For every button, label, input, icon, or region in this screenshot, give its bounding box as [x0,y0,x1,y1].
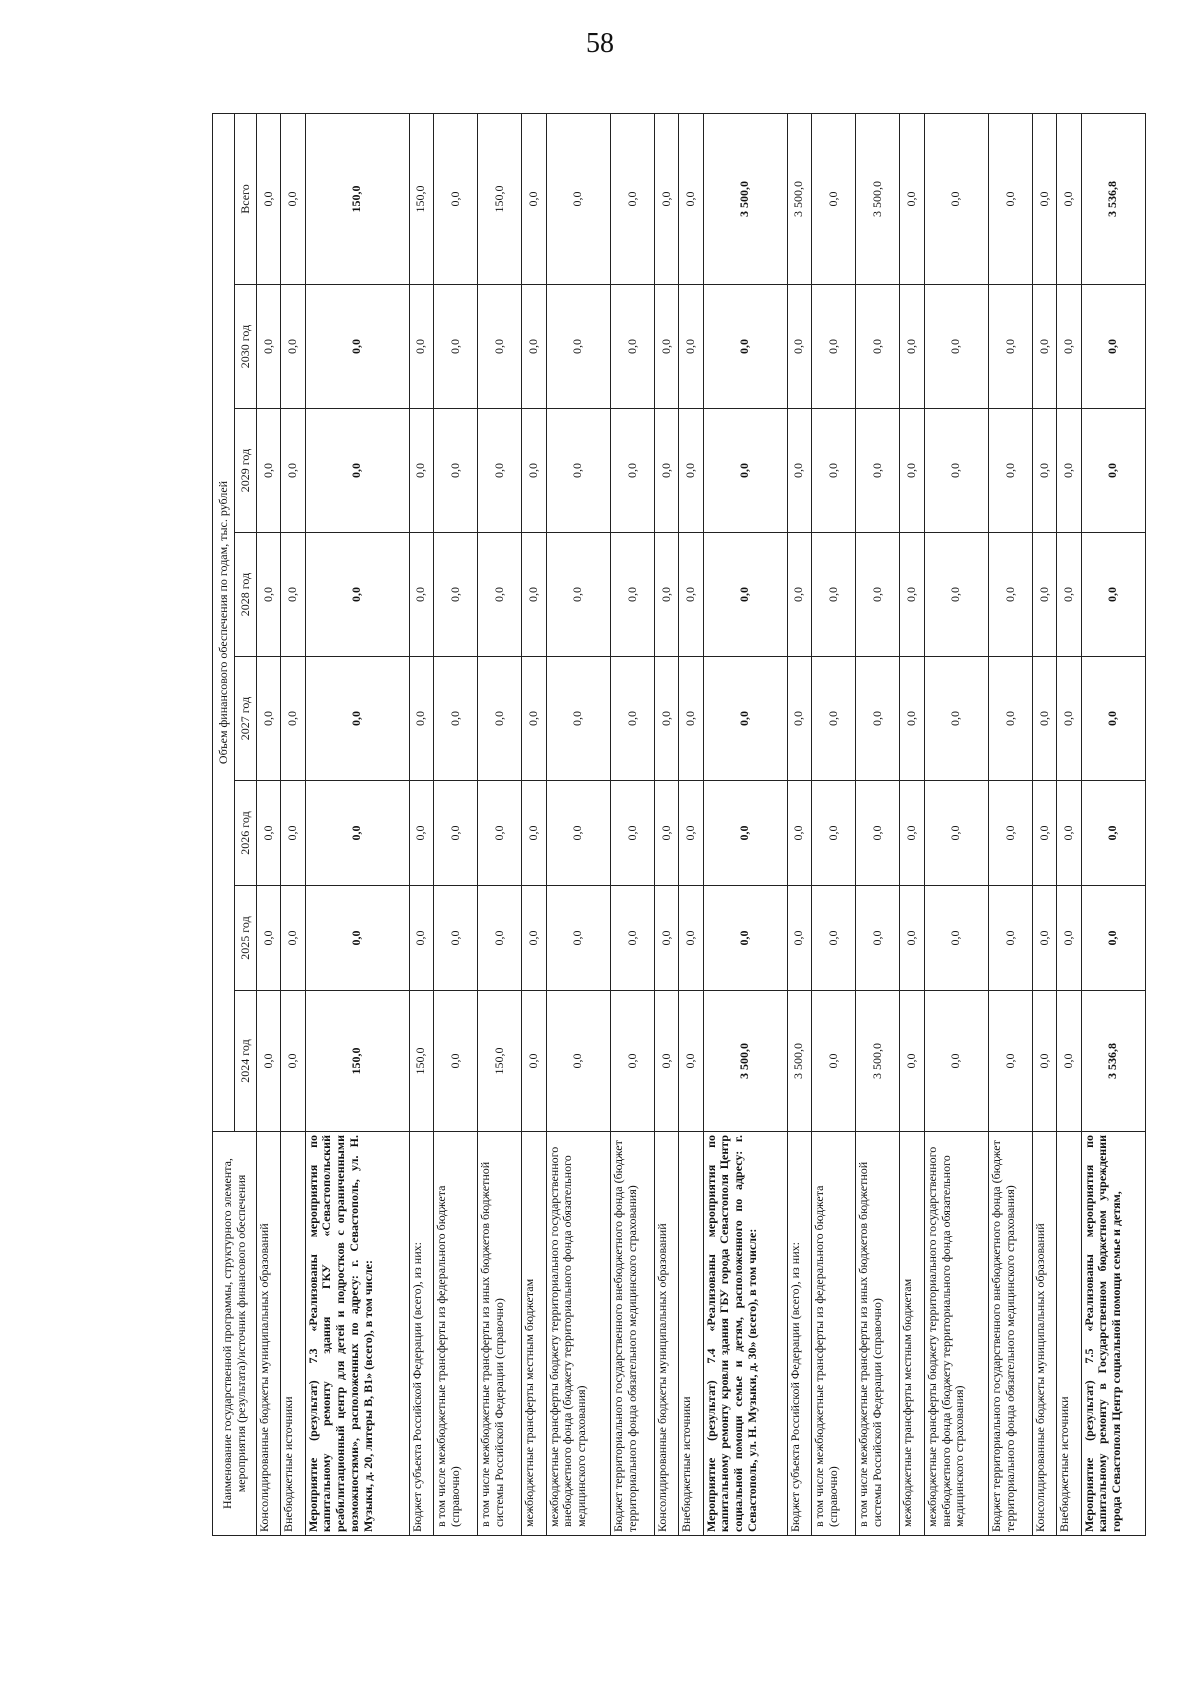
row-value: 0,0 [787,533,811,657]
row-value: 0,0 [703,886,787,991]
row-value: 0,0 [679,991,703,1132]
row-name: в том числе межбюджетные трансферты из федерального бюджета (справочно) [433,1132,477,1536]
row-value: 150,0 [305,991,409,1132]
row-value: 0,0 [811,991,855,1132]
row-value: 0,0 [1057,991,1081,1132]
row-value: 0,0 [924,285,988,409]
row-value: 0,0 [610,113,654,284]
row-value: 0,0 [522,657,546,781]
row-value: 0,0 [900,886,924,991]
row-name: Консолидированные бюджеты муниципальных образований [1033,1132,1057,1536]
row-value: 0,0 [522,533,546,657]
name-column-header: Наименование государственной программы, структурного элемента, мероприятия (результата)/источник финансового обеспечения [213,1132,257,1536]
row-value: 0,0 [433,533,477,657]
table-row [478,113,522,1535]
row-value: 3 500,0 [856,113,900,284]
table-row [546,113,610,1535]
row-name: в том числе межбюджетные трансферты из иных бюджетов бюджетной системы Российской Федерации (справочно) [478,1132,522,1536]
row-value: 0,0 [478,285,522,409]
row-value: 0,0 [281,781,305,886]
row-name: Внебюджетные источники [679,1132,703,1536]
row-value: 0,0 [1033,781,1057,886]
table-row [988,113,1032,1535]
row-name: Бюджет территориального государственного внебюджетного фонда (бюджет территориального фонда обязательного медицинского страхования) [988,1132,1032,1536]
table-row [679,113,703,1535]
row-value: 0,0 [281,533,305,657]
row-value: 0,0 [900,113,924,284]
row-value: 0,0 [522,781,546,886]
row-value: 0,0 [988,533,1032,657]
table-row [409,113,433,1535]
table-row [305,113,409,1535]
row-value: 0,0 [522,991,546,1132]
row-value: 0,0 [679,886,703,991]
row-value: 0,0 [409,657,433,781]
row-value: 0,0 [305,533,409,657]
row-value: 0,0 [1033,886,1057,991]
row-value: 3 536,8 [1081,991,1145,1132]
row-value: 0,0 [679,409,703,533]
year-header: 2026 год [235,781,257,886]
row-value: 0,0 [924,886,988,991]
row-value: 0,0 [811,781,855,886]
row-value: 0,0 [1033,409,1057,533]
row-value: 0,0 [281,991,305,1132]
row-value: 0,0 [1033,991,1057,1132]
table-row [257,113,281,1535]
year-header: Всего [235,113,257,284]
row-name: в том числе межбюджетные трансферты из федерального бюджета (справочно) [811,1132,855,1536]
row-value: 0,0 [433,409,477,533]
row-value: 0,0 [811,113,855,284]
row-name: Внебюджетные источники [281,1132,305,1536]
row-value: 0,0 [478,781,522,886]
row-name: межбюджетные трансферты местным бюджетам [522,1132,546,1536]
row-value: 3 500,0 [703,113,787,284]
row-value: 0,0 [924,113,988,284]
row-value: 0,0 [478,657,522,781]
row-value: 0,0 [900,657,924,781]
row-value: 0,0 [679,285,703,409]
row-value: 0,0 [433,991,477,1132]
row-value: 0,0 [787,657,811,781]
row-value: 0,0 [546,781,610,886]
row-value: 0,0 [1057,409,1081,533]
row-value: 0,0 [522,113,546,284]
table-row [1081,113,1145,1535]
row-value: 0,0 [787,285,811,409]
row-value: 0,0 [679,657,703,781]
table-row [1057,113,1081,1535]
row-value: 3 500,0 [787,113,811,284]
row-value: 0,0 [1057,285,1081,409]
table-row [610,113,654,1535]
row-name: в том числе межбюджетные трансферты из иных бюджетов бюджетной системы Российской Федерации (справочно) [856,1132,900,1536]
row-value: 0,0 [924,781,988,886]
row-value: 0,0 [811,409,855,533]
year-header: 2025 год [235,886,257,991]
row-value: 0,0 [281,657,305,781]
row-value: 0,0 [409,285,433,409]
table-row [522,113,546,1535]
row-value: 0,0 [610,886,654,991]
row-value: 0,0 [856,781,900,886]
row-value: 0,0 [1081,657,1145,781]
row-value: 0,0 [1081,781,1145,886]
year-header: 2029 год [235,409,257,533]
row-value: 150,0 [478,113,522,284]
row-value: 0,0 [856,409,900,533]
row-value: 0,0 [703,409,787,533]
row-value: 0,0 [546,991,610,1132]
rotated-table-container [212,114,1146,1536]
row-value: 0,0 [703,657,787,781]
row-name: Мероприятие (результат) 7.3 «Реализованы мероприятия по капитальному ремонту здания ГКУ «Севастопольский реабилитационный центр для детей и подростков с ограниченными возможностями», расположенных по адресу: г. Севастополь, ул. Н. Музыки, д. 20, литеры В, В1» (всего), в том числе: [305,1132,409,1536]
row-value: 3 500,0 [703,991,787,1132]
row-value: 0,0 [610,409,654,533]
row-value: 0,0 [409,886,433,991]
row-value: 0,0 [1033,285,1057,409]
table-row [900,113,924,1535]
row-name: Консолидированные бюджеты муниципальных образований [257,1132,281,1536]
row-name: Внебюджетные источники [1057,1132,1081,1536]
row-value: 0,0 [655,886,679,991]
row-value: 0,0 [281,886,305,991]
row-name: Бюджет субъекта Российской Федерации (всего), из них: [409,1132,433,1536]
row-value: 0,0 [679,113,703,284]
table-row [811,113,855,1535]
row-value: 0,0 [281,409,305,533]
row-value: 0,0 [856,533,900,657]
row-value: 0,0 [433,781,477,886]
year-header: 2028 год [235,533,257,657]
table-row [787,113,811,1535]
row-name: Бюджет территориального государственного внебюджетного фонда (бюджет территориального фонда обязательного медицинского страхования) [610,1132,654,1536]
page-number: 58 [586,28,614,59]
row-value: 0,0 [1057,886,1081,991]
row-value: 3 500,0 [787,991,811,1132]
row-value: 0,0 [257,781,281,886]
row-value: 0,0 [655,285,679,409]
row-value: 0,0 [1081,533,1145,657]
row-value: 0,0 [610,285,654,409]
row-value: 0,0 [924,991,988,1132]
row-value: 0,0 [522,886,546,991]
row-value: 0,0 [1033,657,1057,781]
row-value: 0,0 [655,113,679,284]
row-value: 0,0 [478,409,522,533]
row-value: 0,0 [1033,113,1057,284]
row-name: Мероприятие (результат) 7.4 «Реализованы мероприятия по капитальному ремонту кровли здания ГБУ города Севастополя Центр социальной помощи семье и детям, расположенного по адресу: г. Севастополь, ул. Н. Музыки, д. 30» (всего), в том числе: [703,1132,787,1536]
row-value: 0,0 [610,781,654,886]
table-row [1033,113,1057,1535]
row-value: 150,0 [409,991,433,1132]
year-header: 2030 год [235,285,257,409]
volume-header: Объем финансового обеспечения по годам, тыс. рублей [213,113,235,1131]
row-value: 0,0 [409,409,433,533]
row-value: 0,0 [655,533,679,657]
row-name: Консолидированные бюджеты муниципальных образований [655,1132,679,1536]
table-row [703,113,787,1535]
row-value: 0,0 [281,113,305,284]
row-value: 0,0 [305,781,409,886]
row-value: 3 500,0 [856,991,900,1132]
table-row [856,113,900,1535]
table-row [433,113,477,1535]
row-value: 0,0 [1057,781,1081,886]
row-value: 0,0 [257,409,281,533]
row-value: 0,0 [305,285,409,409]
row-value: 0,0 [433,657,477,781]
table-row [655,113,679,1535]
row-value: 150,0 [478,991,522,1132]
row-value: 0,0 [811,533,855,657]
row-name: Мероприятие (результат) 7.5 «Реализованы мероприятия по капитальному ремонту в Государственном бюджетном учреждении города Севастополя Центр социальной помощи семье и детям, [1081,1132,1145,1536]
row-value: 0,0 [546,657,610,781]
row-value: 0,0 [703,533,787,657]
row-value: 0,0 [610,533,654,657]
row-value: 0,0 [1081,409,1145,533]
row-value: 0,0 [988,657,1032,781]
row-value: 0,0 [257,657,281,781]
row-name: межбюджетные трансферты местным бюджетам [900,1132,924,1536]
financing-table [212,113,1146,1536]
row-value: 0,0 [811,285,855,409]
row-value: 0,0 [281,285,305,409]
table-row [281,113,305,1535]
row-value: 0,0 [856,886,900,991]
row-value: 0,0 [1081,285,1145,409]
row-value: 0,0 [924,533,988,657]
row-value: 0,0 [811,886,855,991]
table-row [924,113,988,1535]
row-value: 0,0 [305,409,409,533]
row-value: 0,0 [257,113,281,284]
row-value: 150,0 [305,113,409,284]
row-value: 0,0 [811,657,855,781]
row-value: 0,0 [546,113,610,284]
year-header: 2024 год [235,991,257,1132]
row-value: 0,0 [703,781,787,886]
row-value: 0,0 [409,781,433,886]
row-value: 0,0 [900,409,924,533]
row-value: 0,0 [900,533,924,657]
row-value: 0,0 [257,285,281,409]
row-value: 0,0 [409,533,433,657]
row-value: 0,0 [433,285,477,409]
row-value: 0,0 [703,285,787,409]
row-value: 0,0 [610,991,654,1132]
row-value: 0,0 [988,409,1032,533]
row-value: 0,0 [305,886,409,991]
row-value: 0,0 [546,285,610,409]
row-name: Бюджет субъекта Российской Федерации (всего), из них: [787,1132,811,1536]
row-name: межбюджетные трансферты бюджету территориального государственного внебюджетного фонда (бюджету территориального фонда обязательного медицинского страхования) [924,1132,988,1536]
row-value: 0,0 [478,886,522,991]
row-value: 0,0 [787,781,811,886]
row-value: 0,0 [433,113,477,284]
row-value: 0,0 [787,886,811,991]
row-value: 0,0 [900,285,924,409]
table-body [257,113,1146,1535]
row-value: 0,0 [655,409,679,533]
year-header: 2027 год [235,657,257,781]
row-name: межбюджетные трансферты бюджету территориального государственного внебюджетного фонда (бюджету территориального фонда обязательного медицинского страхования) [546,1132,610,1536]
row-value: 0,0 [787,409,811,533]
row-value: 0,0 [679,781,703,886]
row-value: 0,0 [522,409,546,533]
row-value: 0,0 [546,886,610,991]
row-value: 0,0 [988,781,1032,886]
row-value: 0,0 [1033,533,1057,657]
row-value: 0,0 [924,657,988,781]
row-value: 3 536,8 [1081,113,1145,284]
row-value: 150,0 [409,113,433,284]
row-value: 0,0 [924,409,988,533]
row-value: 0,0 [1057,113,1081,284]
row-value: 0,0 [988,886,1032,991]
row-value: 0,0 [655,781,679,886]
row-value: 0,0 [522,285,546,409]
row-value: 0,0 [655,657,679,781]
row-value: 0,0 [856,657,900,781]
table-header [213,113,257,1535]
row-value: 0,0 [655,991,679,1132]
row-value: 0,0 [478,533,522,657]
row-value: 0,0 [433,886,477,991]
row-value: 0,0 [1081,886,1145,991]
row-value: 0,0 [305,657,409,781]
row-value: 0,0 [1057,533,1081,657]
row-value: 0,0 [257,991,281,1132]
row-value: 0,0 [988,991,1032,1132]
row-value: 0,0 [988,285,1032,409]
row-value: 0,0 [546,409,610,533]
row-value: 0,0 [900,991,924,1132]
row-value: 0,0 [1057,657,1081,781]
row-value: 0,0 [257,533,281,657]
row-value: 0,0 [610,657,654,781]
row-value: 0,0 [257,886,281,991]
row-value: 0,0 [679,533,703,657]
row-value: 0,0 [988,113,1032,284]
row-value: 0,0 [900,781,924,886]
row-value: 0,0 [856,285,900,409]
row-value: 0,0 [546,533,610,657]
